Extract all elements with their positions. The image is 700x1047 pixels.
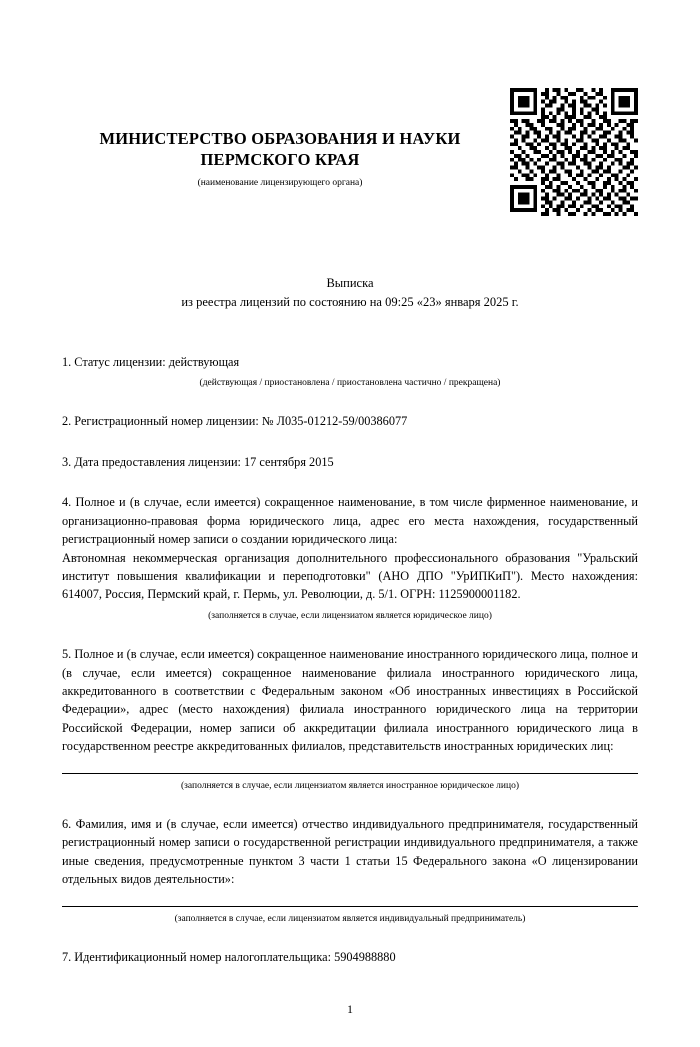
section-4-caption: (заполняется в случае, если лицензиатом является юридическое лицо) — [208, 610, 492, 621]
section-3-text: 3. Дата предоставления лицензии: 17 сентября 2015 — [62, 454, 334, 469]
section-7 — [62, 948, 638, 966]
section-6-caption: (заполняется в случае, если лицензиатом является индивидуальный предприниматель) — [174, 913, 526, 924]
section-3 — [62, 453, 638, 471]
section-4-text: 4. Полное и (в случае, если имеется) сокращенное наименование, в том числе фирменное наименование, и организационно-правовая форма юридического лица, адрес его места нахождения, государственный регистрационный номер записи о создании юридического лица: — [62, 495, 638, 547]
section-4 — [62, 493, 638, 623]
section-5-caption: (заполняется в случае, если лицензиатом является иностранное юридическое лицо) — [181, 780, 519, 791]
section-6-fill-line — [62, 905, 638, 907]
section-4-value: Автономная некоммерческая организация дополнительного профессионального образования "Уральский институт повышения квалификации и переподготовки" (АНО ДПО "УрИПКиП"). Место нахождения: 614007, Россия, Пермский край, г. Пермь, ул. Революции, д. 5/1. ОГРН: 1125900001182. — [62, 550, 638, 602]
section-2 — [62, 412, 638, 430]
section-2-text: 2. Регистрационный номер лицензии: № Л035-01212-59/00386077 — [62, 414, 408, 429]
section-1-caption: (действующая / приостановлена / приостановлена частично / прекращена) — [199, 378, 501, 389]
section-5-fill-line — [62, 772, 638, 774]
issuing-authority-caption: (наименование лицензирующего органа) — [197, 177, 363, 188]
section-5-text: 5. Полное и (в случае, если имеется) сокращенное наименование иностранного юридического лица, полное и (в случае, если имеется) сокращенное наименование филиала иностранного юридического лица, аккредитованного в соответствии с Федеральным законом «Об иностранных инвестициях в Российской Федерации», адрес (место нахождения) филиала иностранного юридического лица на территории Российской Федерации, номер записи об аккредитации филиала иностранного юридического лица в государственном реестре аккредитованных филиалов, представительств иностранных юридических лиц: — [62, 647, 638, 754]
document-title-line2: из реестра лицензий по состоянию на 09:25 «23» января 2025 г. — [181, 295, 519, 310]
section-1 — [62, 353, 638, 391]
qr-code-svg — [510, 88, 638, 216]
document-title-line1: Выписка — [326, 275, 374, 290]
section-1-text: 1. Статус лицензии: действующая — [62, 354, 240, 369]
page-number: 1 — [347, 1002, 353, 1017]
section-5 — [62, 645, 638, 793]
qr-code-icon — [510, 88, 638, 216]
section-6 — [62, 815, 638, 926]
issuing-authority-title: МИНИСТЕРСТВО ОБРАЗОВАНИЯ И НАУКИ ПЕРМСКОГО КРАЯ — [99, 129, 461, 170]
document-title — [62, 274, 638, 313]
section-7-text: 7. Идентификационный номер налогоплательщика: 5904988880 — [62, 949, 396, 964]
section-6-text: 6. Фамилия, имя и (в случае, если имеется) отчество индивидуального предпринимателя, государственный регистрационный номер записи о государственной регистрации индивидуального предпринимателя, а также иные сведения, предусмотренные пунктом 3 части 1 статьи 15 Федерального закона «О лицензировании отдельных видов деятельности»: — [62, 816, 638, 887]
